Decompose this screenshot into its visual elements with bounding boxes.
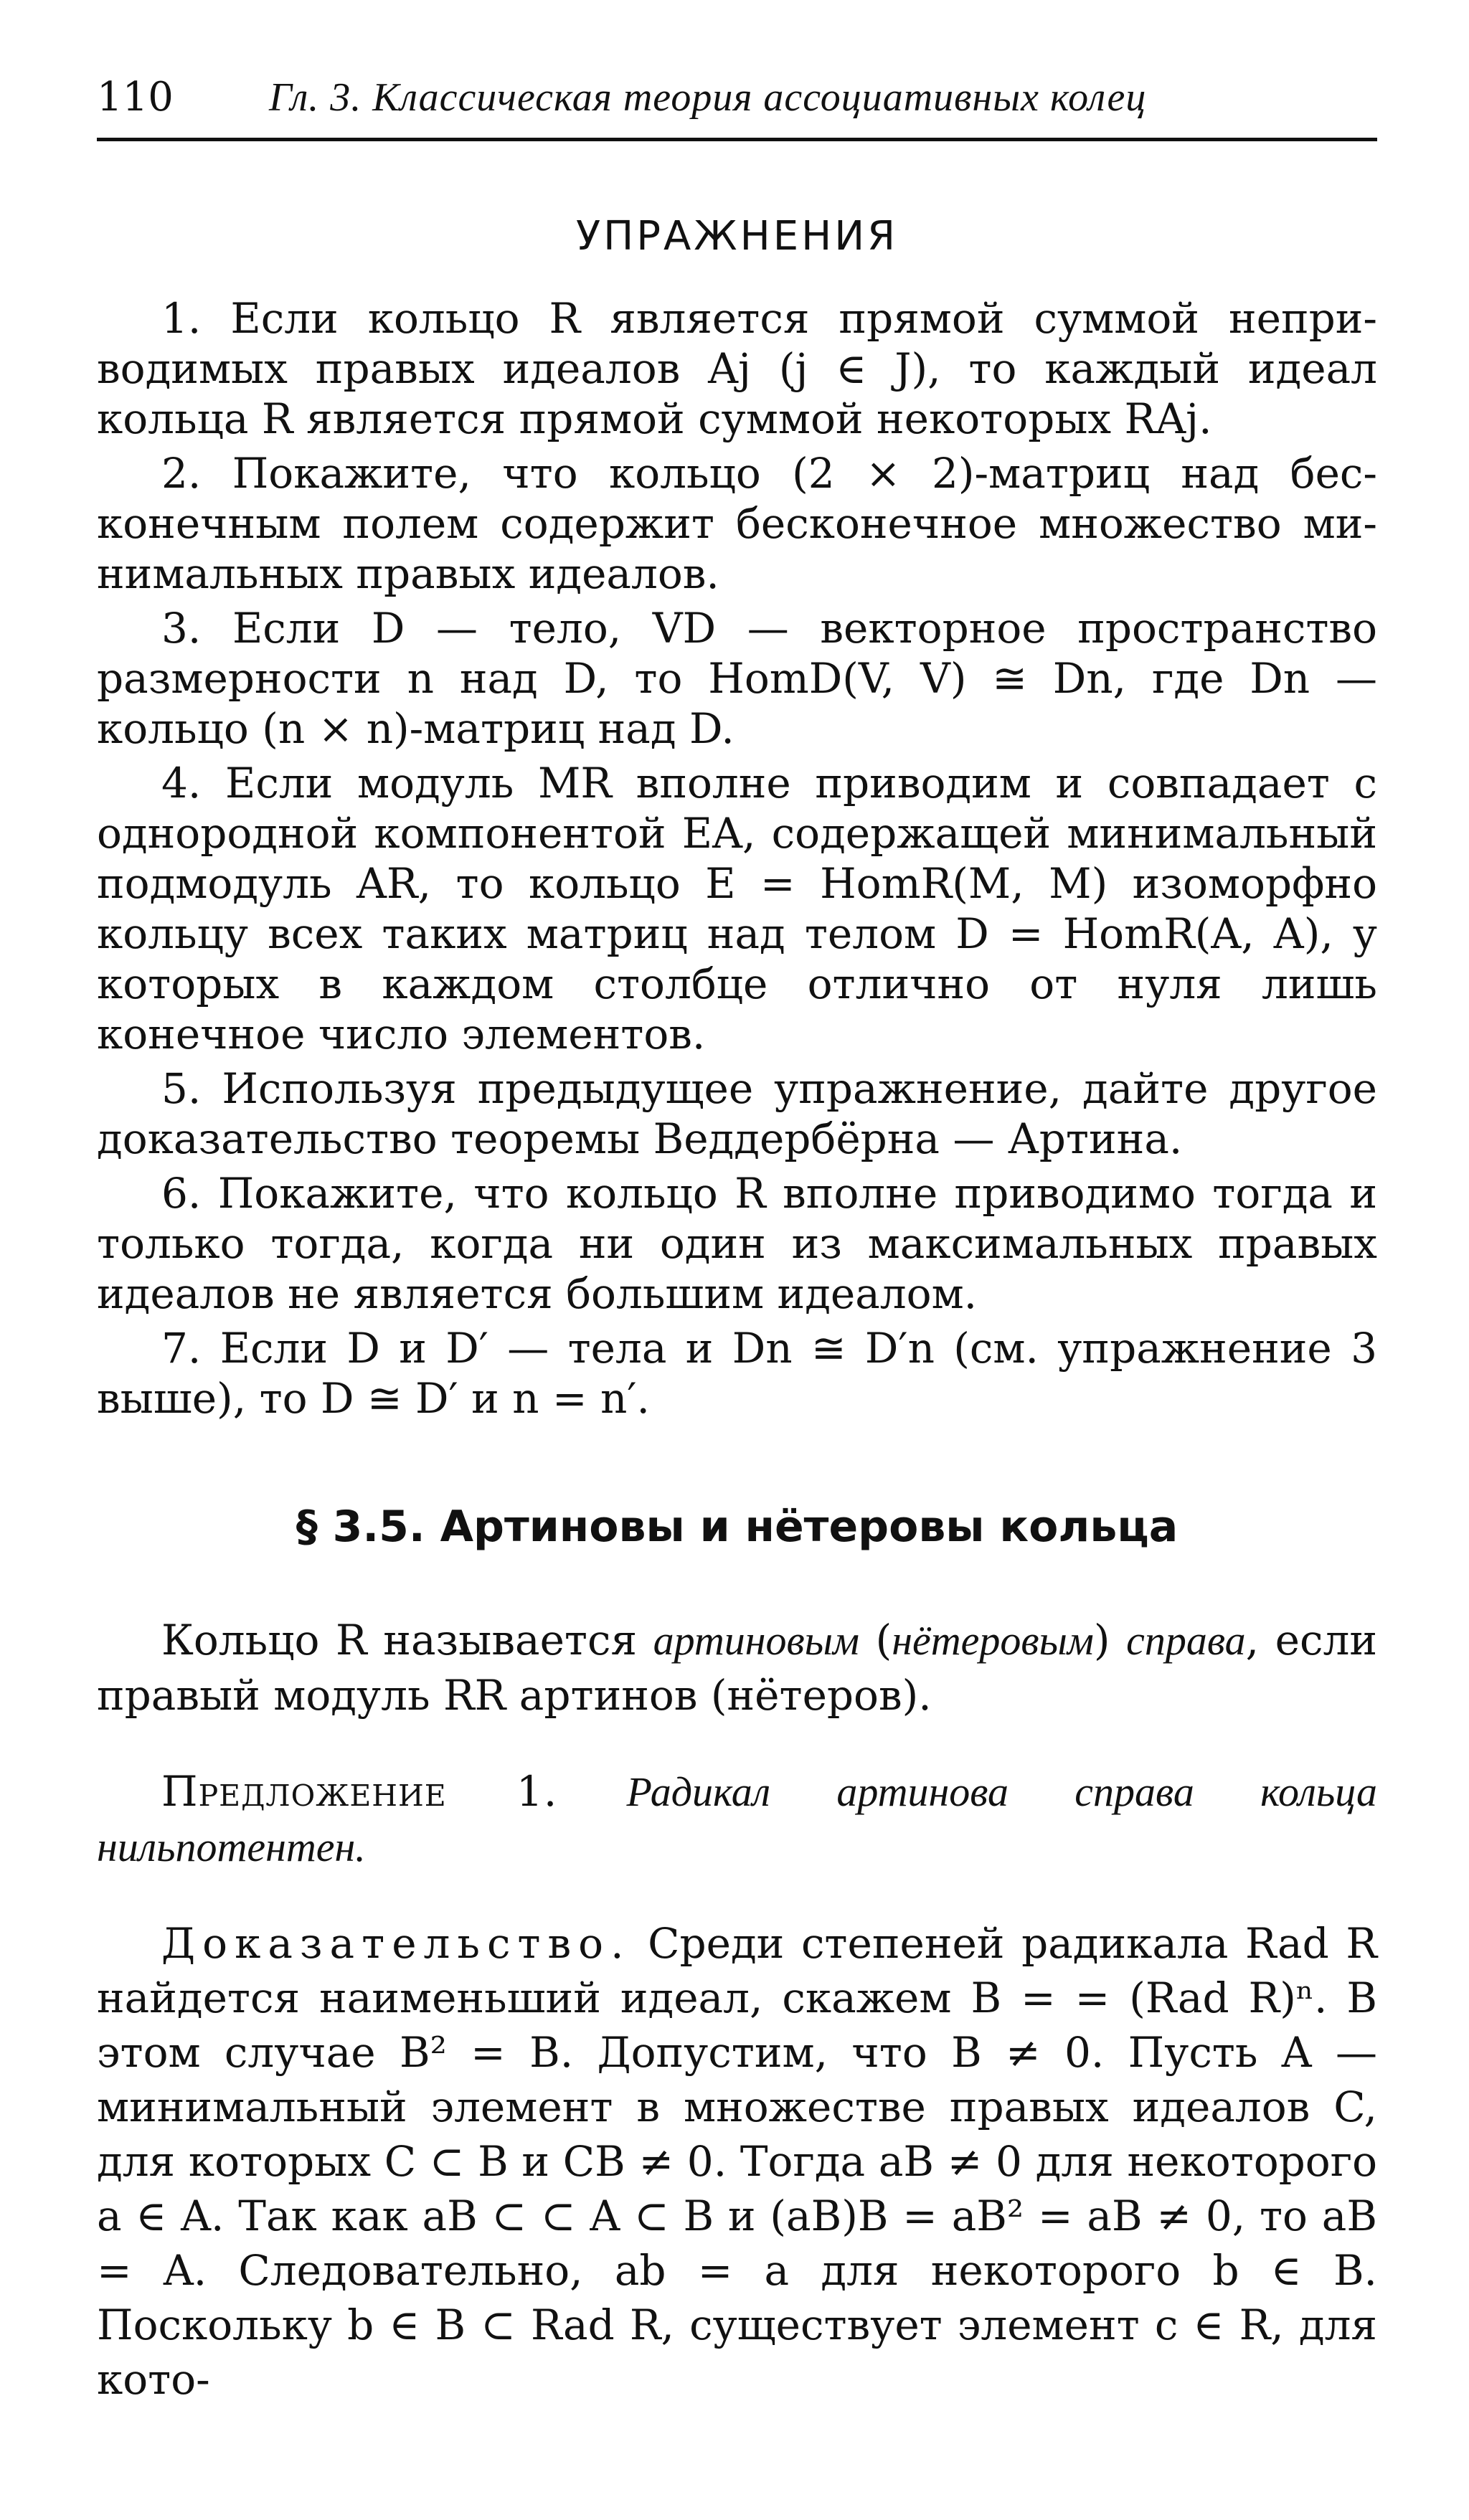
term-artinian: артиновым — [653, 1617, 860, 1664]
exercise-number: 4. — [161, 759, 202, 807]
proposition-paragraph — [97, 1764, 1377, 1875]
header-rule — [97, 138, 1377, 141]
proposition-label: Предложение 1. — [161, 1767, 558, 1816]
exercise-item — [97, 758, 1377, 1059]
definition-paren-close: ) — [1093, 1616, 1127, 1664]
proof-text: Среди степеней радикала Rad R найдется наименьший идеал, скажем B = = (Rad R)ⁿ. В этом случае B² = B. Допустим, что B ≠ 0. Пусть A — минимальный элемент в множестве правых идеалов C, для которых C ⊂ B и CB ≠ 0. Тогда aB ≠ 0 для некоторого a ∈ A. Так как aB ⊂ ⊂ A ⊂ B и (aB)B = aB² = aB ≠ 0, то aB = A. Следовательно, ab = a для некоторого b ∈ B. Поскольку b ∈ B ⊂ Rad R, существует элемент c ∈ R, для кото- — [97, 1919, 1377, 2404]
proof-paragraph — [97, 1916, 1377, 2407]
exercise-number: 7. — [161, 1324, 202, 1373]
exercise-text: Используя предыдущее упражнение, дайте другое доказательство теоремы Веддербёрна — Артина. — [97, 1064, 1377, 1163]
exercise-number: 5. — [161, 1064, 202, 1113]
running-head — [97, 72, 1377, 123]
exercise-item — [97, 1064, 1377, 1164]
exercise-number: 6. — [161, 1169, 202, 1218]
page-number: 110 — [97, 74, 174, 120]
definition-paragraph — [97, 1613, 1377, 1723]
exercise-text: Если кольцо R является прямой суммой неприводимых правых идеалов Aj (j ∈ J), то каждый идеал кольца R является прямой суммой некоторых RAj. — [97, 294, 1377, 443]
exercises-heading: УПРАЖНЕНИЯ — [575, 213, 899, 260]
exercise-number: 3. — [161, 604, 202, 653]
proof-label: Доказательство. — [161, 1919, 631, 1968]
book-page — [97, 72, 1377, 2448]
exercise-text: Если модуль MR вполне приводим и совпадает с однородной компонентой EA, содержащей минимальный подмодуль AR, то кольцо E = HomR(M, M) изоморфно кольцу всех таких матриц над телом D = HomR(A, A), у которых в каждом столбце отлично от нуля лишь конечное число элементов. — [97, 759, 1378, 1058]
definition-paren-open: ( — [859, 1616, 892, 1664]
exercise-text: Покажите, что кольцо R вполне приводимо тогда и только тогда, когда ни один из максимальных правых идеалов не является большим идеалом. — [97, 1169, 1378, 1318]
exercise-number: 2. — [161, 449, 202, 498]
exercise-list — [97, 293, 1377, 1424]
exercise-item — [97, 603, 1377, 754]
exercise-item — [97, 448, 1377, 599]
section-title: § 3.5. Артиновы и нётеровы кольца — [296, 1502, 1178, 1552]
exercise-text: Если D и D′ — тела и Dn ≅ D′n (см. упражнение 3 выше), то D ≅ D′ и n = n′. — [97, 1324, 1378, 1423]
exercise-item — [97, 1323, 1377, 1424]
exercise-item — [97, 293, 1377, 444]
running-title: Гл. 3. Классическая теория ассоциативных колец — [269, 75, 1147, 120]
exercise-text: Если D — тело, VD — векторное пространство размерности n над D, то HomD(V, V) ≅ Dn, где Dn — кольцо (n × n)-матриц над D. — [97, 604, 1377, 753]
definition-text-end: , если правый модуль RR артинов (нётеров). — [97, 1616, 1377, 1720]
exercise-item — [97, 1168, 1377, 1319]
exercise-number: 1. — [161, 294, 202, 343]
exercise-text: Покажите, что кольцо (2 × 2)-матриц над бесконечным полем содержит бесконечное множество минимальных правых идеалов. — [97, 449, 1378, 598]
term-noetherian: нётеровым — [892, 1617, 1094, 1664]
proposition-statement: Радикал артинова справа кольца нильпотентен. — [97, 1768, 1377, 1870]
term-right: справа — [1126, 1617, 1246, 1664]
definition-text-start: Кольцо R называется — [161, 1616, 653, 1664]
